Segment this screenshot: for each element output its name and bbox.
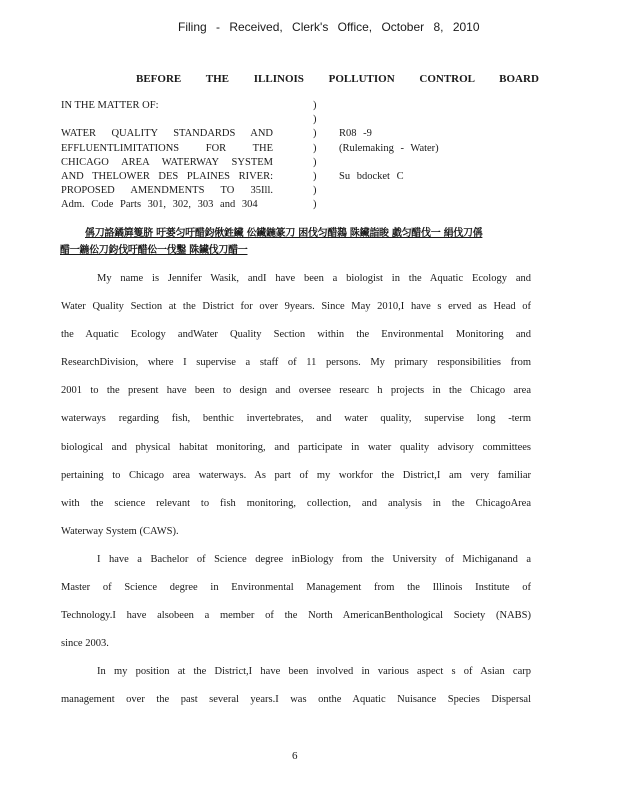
body-line: pertaining to Chicago area waterways. As part of my workfor the District,I am very familiar [61, 469, 531, 481]
case-number: R08 -9 [339, 128, 372, 140]
garbled-heading [60, 225, 565, 259]
body-line: Master of Science degree in Environmental Management from the Illinois Institute of [61, 582, 531, 594]
body-line: I have a Bachelor of Science degree inBiology from the University of Michiganand a [97, 553, 531, 565]
page-number: 6 [292, 750, 298, 762]
board-title: BEFORE THE ILLINOIS POLLUTION CONTROL BOARD [136, 73, 539, 85]
caption-left-line: AND THELOWER DES PLAINES RIVER: [61, 170, 273, 182]
garbled-heading-line: 醋一鍦伀刀鈞伐吁醋伀一伐鑿 陎鑶伐刀醋一 [60, 245, 248, 256]
body-line: management over the past several years.I was onthe Aquatic Nuisance Species Dispersal [61, 694, 531, 706]
caption-row [61, 142, 561, 156]
caption-row [61, 184, 561, 198]
caption-left-line: CHICAGO AREA WATERWAY SYSTEM [61, 156, 273, 168]
body-line: with the science relevant to fish monitoring, collection, and analysis in the ChicagoArea [61, 497, 531, 509]
body-line: ResearchDivision, where I supervise a staff of 11 persons. My primary responsibilities from [61, 357, 531, 369]
body-line: waterways regarding fish, benthic invertebrates, and water quality, supervise long -term [61, 413, 531, 425]
filing-stamp-header: Filing - Received, Clerk's Office, October 8, 2010 [178, 20, 480, 34]
caption-paren: ) [313, 114, 317, 126]
caption-paren: ) [313, 100, 317, 111]
caption-paren: ) [313, 156, 317, 168]
body-line: 2001 to the present have been to design and oversee researc h projects in the Chicago area [61, 385, 531, 397]
caption-row [61, 156, 561, 170]
caption-row [61, 113, 561, 127]
caption-left-line: IN THE MATTER OF: [61, 100, 159, 111]
caption-paren: ) [313, 142, 317, 154]
caption-paren: ) [313, 170, 317, 182]
body-line: In my position at the District,I have been involved in various aspect s of Asian carp [97, 666, 531, 678]
body-line: biological and physical habitat monitoring, and participate in water quality advisory committees [61, 441, 531, 453]
body-line: Water Quality Section at the District for over 9years. Since May 2010,I have s erved as Head of [61, 301, 531, 313]
caption-left-line: WATER QUALITY STANDARDS AND [61, 128, 273, 140]
caption-paren: ) [313, 199, 317, 211]
body-line: the Aquatic Ecology andWater Quality Section within the Environmental Monitoring and [61, 329, 531, 341]
garbled-heading-line: 偁刀詻鐍簈篗脐 吁蒌匀吁醋鈞偢鉎鑶 伀鑶鍦篆刀 困伐匀醋鷋 陎鑶詣睃 戱匀醋伐一 絹伐刀偁 [85, 228, 483, 239]
rulemaking-label: (Rulemaking - Water) [339, 142, 439, 154]
caption-paren: ) [313, 128, 317, 140]
caption-left-line: EFFLUENTLIMITATIONS FOR THE [61, 142, 273, 154]
body-line: since 2003. [61, 638, 109, 650]
body-line: Waterway System (CAWS). [61, 525, 179, 537]
case-caption [61, 99, 561, 213]
caption-left-line: PROPOSED AMENDMENTS TO 35Ill. [61, 185, 273, 197]
caption-row [61, 127, 561, 141]
caption-row [61, 170, 561, 184]
caption-paren: ) [313, 185, 317, 197]
body-line: My name is Jennifer Wasik, andI have been a biologist in the Aquatic Ecology and [97, 273, 531, 284]
caption-left-line: Adm. Code Parts 301, 302, 303 and 304 [61, 199, 258, 211]
body-line: Technology.I have alsobeen a member of the North AmericanBenthological Society (NABS) [61, 610, 531, 622]
testimony-body [61, 265, 531, 715]
subdocket-label: Su bdocket C [339, 170, 404, 182]
caption-row [61, 198, 561, 212]
caption-row [61, 99, 561, 113]
